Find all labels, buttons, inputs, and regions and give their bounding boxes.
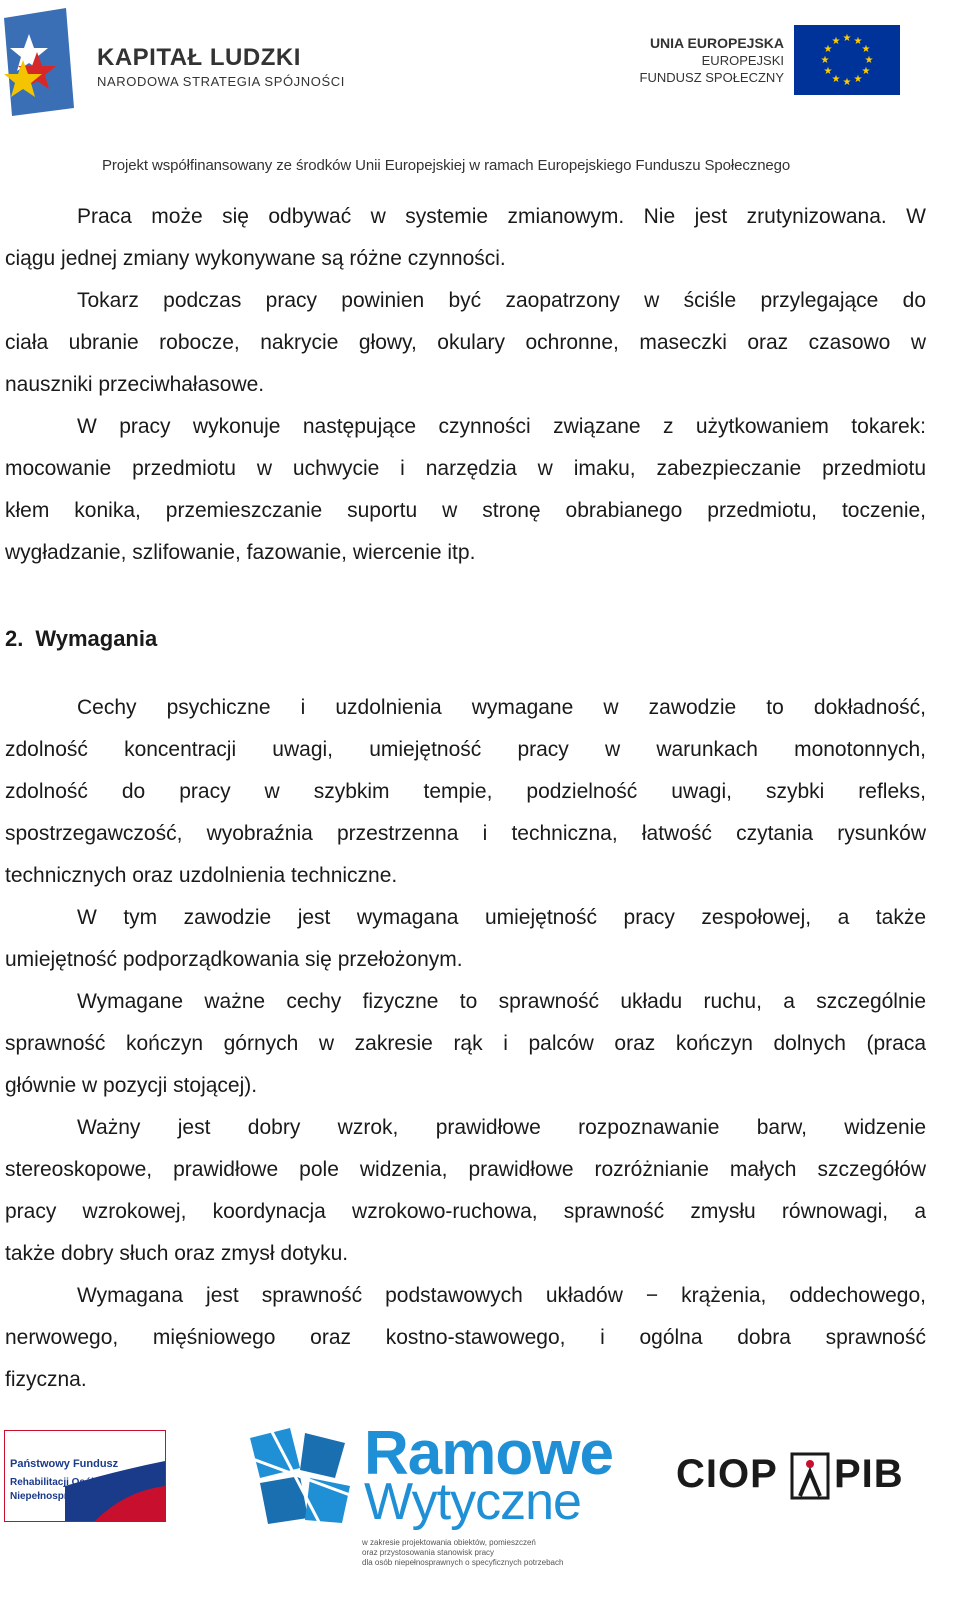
paragraph-line: W tym zawodzie jest wymagana umiejętność pracy zespołowej, a także bbox=[77, 906, 926, 929]
paragraph-line: nerwowego, mięśniowego oraz kostno-stawowego, i ogólna dobra sprawność bbox=[5, 1326, 926, 1349]
paragraph-line: spostrzegawczość, wyobraźnia przestrzenna i techniczna, łatwość czytania rysunków bbox=[5, 822, 926, 845]
ramowe-caption-line2: oraz przystosowania stanowisk pracy bbox=[362, 1548, 495, 1557]
paragraph-line: Praca może się odbywać w systemie zmianowym. Nie jest zrutynizowana. W bbox=[77, 205, 926, 228]
paragraph-line: głównie w pozycji stojącej). bbox=[5, 1074, 258, 1097]
paragraph-line: Wymagana jest sprawność podstawowych układów − krążenia, oddechowego, bbox=[77, 1284, 926, 1307]
kapital-ludzki-logo bbox=[4, 8, 74, 116]
paragraph-line: Wymagane ważne cechy fizyczne to sprawność układu ruchu, a szczególnie bbox=[77, 990, 926, 1013]
paragraph-line: stereoskopowe, prawidłowe pole widzenia, prawidłowe rozróżnianie małych szczegółów bbox=[5, 1158, 926, 1181]
svg-text:★: ★ bbox=[823, 44, 833, 55]
svg-text:★: ★ bbox=[842, 77, 852, 88]
pfron-logo bbox=[4, 1430, 166, 1522]
svg-text:★: ★ bbox=[842, 33, 852, 44]
paragraph-line: umiejętność podporządkowania się przełożonym. bbox=[5, 948, 463, 971]
pfron-wave-icon bbox=[5, 1431, 165, 1521]
svg-text:★: ★ bbox=[823, 66, 833, 77]
paragraph-line: zdolność koncentracji uwagi, umiejętność pracy w warunkach monotonnych, bbox=[5, 738, 926, 761]
section-title: Wymagania bbox=[35, 626, 158, 651]
paragraph-line: kłem konika, przemieszczanie suportu w stronę obrabianego przedmiotu, toczenie, bbox=[5, 499, 926, 522]
ramowe-title: Ramowe bbox=[364, 1419, 613, 1488]
paragraph-line: pracy wzrokowej, koordynacja wzrokowo-ruchowa, sprawność zmysłu równowagi, a bbox=[5, 1200, 926, 1223]
paragraph-line: Tokarz podczas pracy powinien być zaopatrzony w ściśle przylegające do bbox=[77, 289, 926, 312]
pfron-text-line2: Rehabilitacji Osób bbox=[10, 1477, 98, 1488]
ramowe-caption-line1: w zakresie projektowania obiektów, pomieszczeń bbox=[362, 1538, 536, 1547]
paragraph-line: technicznych oraz uzdolnienia techniczne. bbox=[5, 864, 398, 887]
ciop-logo-text: CIOP bbox=[676, 1452, 778, 1496]
page-header bbox=[0, 0, 960, 190]
eu-text-line2: EUROPEJSKI bbox=[701, 53, 784, 68]
paragraph-line: mocowanie przedmiotu w uchwycie i narzędzia w imaku, zabezpieczanie przedmiotu bbox=[5, 457, 926, 480]
svg-text:★: ★ bbox=[831, 74, 841, 85]
ciop-person-icon bbox=[790, 1452, 830, 1500]
paragraph-line: także dobry słuch oraz zmysł dotyku. bbox=[5, 1242, 349, 1265]
paragraph-line: ciągu jednej zmiany wykonywane są różne czynności. bbox=[5, 247, 506, 270]
svg-text:★: ★ bbox=[861, 66, 871, 77]
paragraph-line: fizyczna. bbox=[5, 1368, 87, 1391]
svg-text:★: ★ bbox=[831, 36, 841, 47]
svg-text:★: ★ bbox=[861, 44, 871, 55]
pfron-text-line3: Niepełnosprawnych bbox=[10, 1491, 105, 1502]
section-number: 2. bbox=[5, 626, 24, 651]
svg-text:★: ★ bbox=[864, 55, 874, 66]
svg-text:★: ★ bbox=[853, 74, 863, 85]
wytyczne-title: Wytyczne bbox=[364, 1473, 581, 1531]
eu-text-line3: FUNDUSZ SPOŁECZNY bbox=[639, 70, 784, 85]
eu-flag-icon bbox=[794, 25, 900, 95]
paragraph-line: ciała ubranie robocze, nakrycie głowy, okulary ochronne, maseczki oraz czasowo w bbox=[5, 331, 926, 354]
project-cofinancing-line: Projekt współfinansowany ze środków Unii Europejskiej w ramach Europejskiego Funduszu Społecznego bbox=[102, 157, 791, 174]
section-heading bbox=[5, 626, 157, 652]
kapital-ludzki-subtitle: NARODOWA STRATEGIA SPÓJNOŚCI bbox=[97, 74, 345, 89]
paragraph-line: sprawność kończyn górnych w zakresie rąk i palców oraz kończyn dolnych (praca bbox=[5, 1032, 926, 1055]
svg-text:★: ★ bbox=[820, 55, 830, 66]
ramowe-caption-line3: dla osób niepełnosprawnych o specyficznych potrzebach bbox=[362, 1558, 564, 1567]
paragraph-line: wygładzanie, szlifowanie, fazowanie, wiercenie itp. bbox=[5, 541, 476, 564]
paragraph-line: W pracy wykonuje następujące czynności związane z użytkowaniem tokarek: bbox=[77, 415, 926, 438]
pfron-text-line1: Państwowy Fundusz bbox=[10, 1458, 119, 1470]
paragraph-line: Cechy psychiczne i uzdolnienia wymagane w zawodzie to dokładność, bbox=[77, 696, 926, 719]
ramowe-wytyczne-graphic-icon bbox=[250, 1428, 358, 1524]
paragraph-line: Ważny jest dobry wzrok, prawidłowe rozpoznawanie barw, widzenie bbox=[77, 1116, 926, 1139]
pib-logo-text: PIB bbox=[834, 1452, 904, 1496]
svg-text:★: ★ bbox=[853, 36, 863, 47]
eu-text-line1: UNIA EUROPEJSKA bbox=[649, 35, 784, 51]
paragraph-line: zdolność do pracy w szybkim tempie, podzielność uwagi, szybki refleks, bbox=[5, 780, 926, 803]
paragraph-line: nauszniki przeciwhałasowe. bbox=[5, 373, 265, 396]
kapital-ludzki-title: KAPITAŁ LUDZKI bbox=[97, 44, 301, 71]
